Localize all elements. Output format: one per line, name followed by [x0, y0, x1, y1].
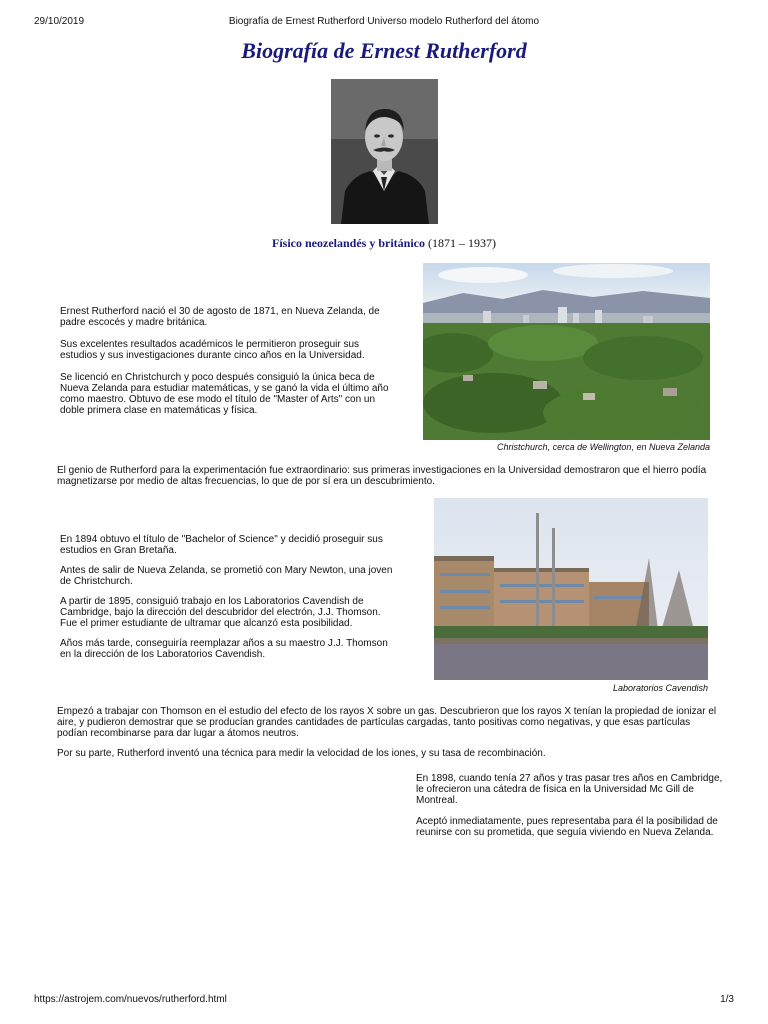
cambridge-section: [60, 534, 400, 660]
intro-section: [60, 306, 398, 416]
paragraph: En 1894 obtuvo el título de "Bachelor of Science" y decidió proseguir sus estudios en Gran Bretaña.: [60, 534, 383, 556]
print-date: 29/10/2019: [34, 16, 85, 27]
paragraph: Años más tarde, conseguiría reemplazar años a su maestro J.J. Thomson en la dirección de los Laboratorios Cavendish.: [60, 638, 388, 660]
page-number: 1/3: [720, 994, 734, 1005]
paragraph: El genio de Rutherford para la experimentación fue extraordinario: sus primeras investigaciones en la Universidad demostraron que el hierro podía magnetizarse por medio de altas frecuencias, lo que de por sí era un descubrimiento.: [57, 465, 707, 487]
paragraph: Aceptó inmediatamente, pues representaba para él la posibilidad de reunirse con su prometida, que seguía viviendo en Nueva Zelanda.: [416, 816, 718, 838]
page-url: https://astrojem.com/nuevos/rutherford.html: [34, 994, 227, 1005]
subtitle-years: (1871 – 1937): [428, 236, 496, 250]
subtitle: [0, 236, 768, 251]
paragraph: Antes de salir de Nueva Zelanda, se prometió con Mary Newton, una joven de Christchurch.: [60, 565, 393, 587]
paragraph: Se licenció en Christchurch y poco después consiguió la única beca de Nueva Zelanda para estudiar matemáticas, y se ganó la vida el último año como maestro. Obtuvo de ese modo el título de "Master of Arts" con un doble primera clase en matemáticas y física.: [60, 372, 389, 416]
paragraph: Por su parte, Rutherford inventó una técnica para medir la velocidad de los iones, y su tasa de recombinación.: [57, 748, 546, 759]
page-title: Biografía de Ernest Rutherford: [241, 38, 527, 63]
paragraph: A partir de 1895, consiguió trabajo en los Laboratorios Cavendish de Cambridge, bajo la dirección del descubridor del electrón, J.J. Thomson. Fue el primer estudiante de ultramar que alcanzó esta posibilidad.: [60, 596, 381, 629]
paragraph: Sus excelentes resultados académicos le permitieron proseguir sus estudios y sus investigaciones durante cinco años en la Universidad.: [60, 339, 365, 361]
cavendish-laboratory-photo: [434, 498, 708, 680]
paragraph: En 1898, cuando tenía 27 años y tras pasar tres años en Cambridge, le ofrecieron una cátedra de física en la Universidad Mc Gill de Montreal.: [416, 773, 723, 806]
subtitle-text: Físico neozelandés y británico: [272, 236, 428, 250]
paragraph: Empezó a trabajar con Thomson en el estudio del efecto de los rayos X sobre un gas. Descubrieron que los rayos X tenían la propiedad de ionizar el aire, y pudieron demostrar que se producían grandes cantidades de partículas cargadas, tanto positivas como negativas, y que esas partículas podían recombinarse para dar lugar a átomos neutros.: [57, 706, 717, 739]
paragraph: Ernest Rutherford nació el 30 de agosto de 1871, en Nueva Zelanda, de padre escocés y madre británica.: [60, 306, 380, 328]
montreal-section: [416, 773, 724, 838]
rayos-x-section: [57, 706, 721, 759]
photo-caption: Christchurch, cerca de Wellington, en Nueva Zelanda: [497, 442, 710, 452]
christchurch-photo: [423, 263, 710, 440]
photo-caption: Laboratorios Cavendish: [612, 683, 708, 693]
print-header-title: Biografía de Ernest Rutherford Universo modelo Rutherford del átomo: [228, 16, 540, 27]
portrait-photo: [331, 79, 438, 224]
